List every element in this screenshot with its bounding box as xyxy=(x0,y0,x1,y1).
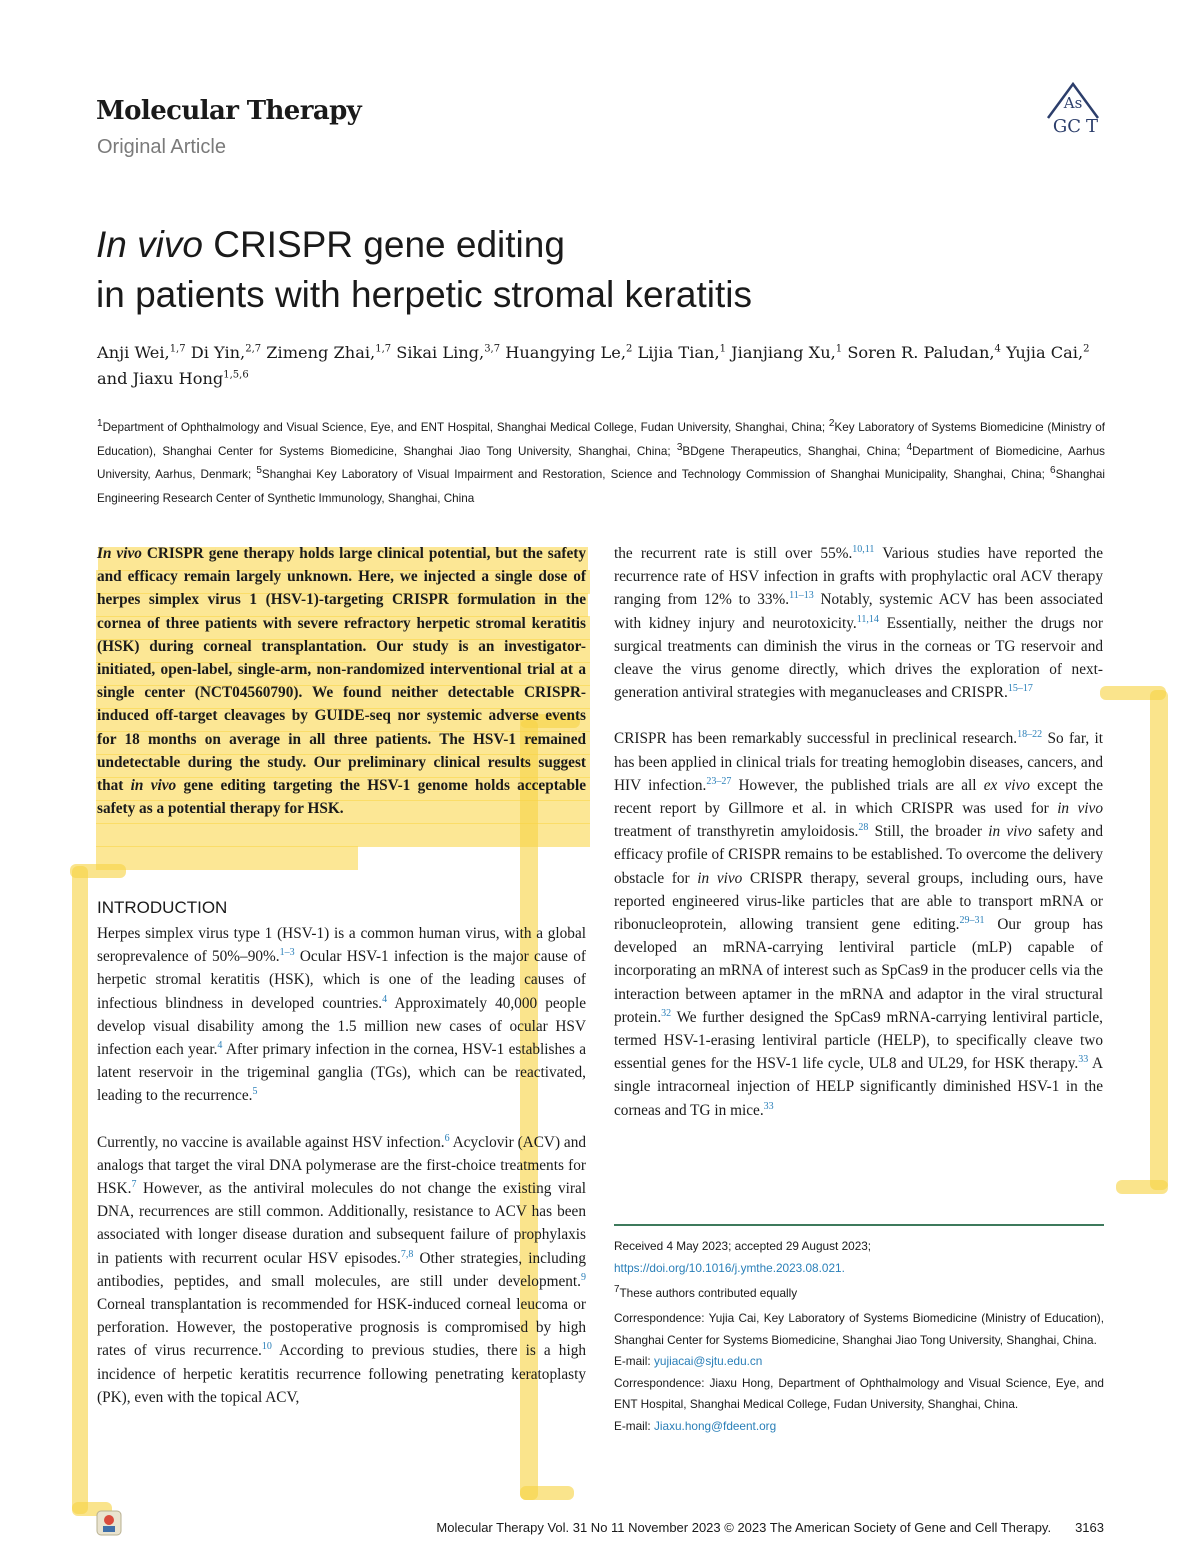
citation-link[interactable]: 1–3 xyxy=(279,947,295,959)
logo-text-top: As xyxy=(1063,94,1083,112)
affiliation-text: Department of Ophthalmology and Visual Science, Eye, and ENT Hospital, Shanghai Medical College, Fudan University, Shanghai, China; xyxy=(102,421,829,434)
abstract-italic-start: In vivo xyxy=(97,545,142,562)
citation-link[interactable]: 11,14 xyxy=(856,613,879,625)
author xyxy=(731,343,842,362)
abstract-italic-mid: in vivo xyxy=(130,777,177,795)
body-text: Corneal transplantation is recommended for HSK-induced corneal leucoma or perforation. However, the postoperative prognosis is compromised by high rates of virus recurrence. xyxy=(97,1296,586,1360)
body-text: However, as the antiviral molecules do not change the existing viral DNA, recurrences are still common. Additionally, resistance to ACV has been associated with longer disease duration and subsequent failure of prophylaxis in patients with recurrent ocular HSV episodes. xyxy=(97,1180,586,1267)
italic-term: in vivo xyxy=(1057,800,1103,818)
author-name: Soren R. Paludan, xyxy=(847,343,995,362)
author-affil-sup: 1,5,6 xyxy=(223,369,249,381)
author-name: Sikai Ling, xyxy=(396,343,485,362)
body-text: Still, the broader xyxy=(868,823,989,841)
abstract-highlight-13 xyxy=(96,823,590,847)
received-dates: Received 4 May 2023; accepted 29 August 2023; xyxy=(614,1239,872,1253)
title-line1: CRISPR gene editing xyxy=(202,224,565,265)
affiliation-sup: 5 xyxy=(256,465,262,477)
citation-link[interactable]: 15–17 xyxy=(1007,683,1033,695)
affiliation-text: BDgene Therapeutics, Shanghai, China; xyxy=(682,444,907,458)
body-text: Essentially, neither the drugs nor surgical treatments can diminish the virus in the corneas or TG reservoir and cleave the virus genome directly, which drives the exploration of next-generation antiviral strategies with meganucleases and CRISPR. xyxy=(614,614,1103,702)
correspondence-text-1: Yujia Cai, Key Laboratory of Systems Biomedicine (Ministry of Education), Shanghai Center for Systems Biomedicine, Shanghai Jiao Tong University, Shanghai, China. xyxy=(614,1311,1104,1347)
citation-link[interactable]: 28 xyxy=(858,822,869,834)
body-text: Herpes simplex virus type 1 (HSV-1) is a common human virus, with a global seroprevalence of 50%–90%. xyxy=(97,925,586,966)
correspondence-label-1: Correspondence: xyxy=(614,1311,705,1326)
body-text: CRISPR has been remarkably successful in preclinical research. xyxy=(614,730,1018,748)
title-line2: in patients with herpetic stromal keratitis xyxy=(96,274,752,315)
body-text: Approximately 40,000 people develop visual disability among the 1.5 million new cases of ocular HSV infection each year. xyxy=(97,994,586,1059)
citation-link[interactable]: 5 xyxy=(252,1086,258,1098)
author-name: Huangying Le, xyxy=(505,343,626,362)
body-text: CRISPR therapy, several groups, including ours, have reported engineered virus-like particles that are able to transport mRNA or ribonucleoprotein, allowing transient gene editing. xyxy=(614,869,1103,934)
equal-contrib-sup: 7 xyxy=(614,1284,620,1295)
body-text: Our group has developed an mRNA-carrying lentiviral particle (mLP) capable of incorporating an mRNA of interest such as SpCas9 in the producer cells via the interaction between aptamer in the mRNA and adaptor in the viral structural protein. xyxy=(614,916,1103,1026)
author-affil-sup: 1,7 xyxy=(375,343,392,355)
email-link-2[interactable]: Jiaxu.hong@fdeent.org xyxy=(654,1418,777,1433)
citation-link[interactable]: 7,8 xyxy=(400,1248,414,1260)
body-text: Notably, systemic ACV has been associated with kidney injury and neurotoxicity. xyxy=(614,591,1103,632)
author xyxy=(505,343,632,362)
affiliation-sup: 1 xyxy=(97,418,103,430)
bracket-mark-left-vertical xyxy=(72,866,88,1514)
title-italic: In vivo xyxy=(96,224,203,265)
logo-text-mid: GC xyxy=(1052,116,1082,137)
citation-link[interactable]: 10,11 xyxy=(852,543,875,555)
doi-link[interactable]: https://doi.org/10.1016/j.ymthe.2023.08.021. xyxy=(614,1260,845,1275)
affiliation-sup: 3 xyxy=(676,441,683,453)
body-text: Various studies have reported the recurrence rate of HSV infection in grafts with prophylactic oral ACV therapy ranging from 12% to 33%. xyxy=(614,545,1103,609)
email-label-2: E-mail: xyxy=(614,1418,651,1433)
author xyxy=(396,343,500,362)
left-column-body xyxy=(97,922,586,1409)
article-title xyxy=(96,220,1096,320)
citation-link[interactable]: 33 xyxy=(763,1100,774,1112)
body-text: except the recent report by Gillmore et al. in which CRISPR was used for xyxy=(614,776,1103,818)
citation-link[interactable]: 6 xyxy=(444,1132,450,1144)
body-text: the recurrent rate is still over 55%. xyxy=(614,545,853,562)
author-name: Lijia Tian, xyxy=(637,343,720,362)
author xyxy=(191,343,261,362)
author-list xyxy=(97,340,1107,392)
article-info-divider xyxy=(614,1224,1104,1226)
article-type: Original Article xyxy=(97,136,226,158)
affiliations xyxy=(97,416,1105,510)
citation-link[interactable]: 18–22 xyxy=(1017,729,1043,741)
author-affil-sup: 2 xyxy=(1083,343,1090,355)
footer-citation: Molecular Therapy Vol. 31 No 11 November 2023 © 2023 The American Society of Gene and Cell Therapy. xyxy=(436,1520,1052,1535)
crossmark-icon[interactable] xyxy=(96,1510,122,1536)
citation-link[interactable]: 9 xyxy=(581,1271,586,1283)
body-paragraph xyxy=(614,727,1103,1121)
page-number: 3163 xyxy=(1075,1520,1104,1535)
author-name: Anji Wei, xyxy=(97,343,170,362)
right-column-body xyxy=(614,542,1103,1122)
citation-link[interactable]: 7 xyxy=(131,1178,137,1190)
citation-link[interactable]: 4 xyxy=(217,1039,223,1051)
affiliation-sup: 4 xyxy=(906,441,913,453)
article-info xyxy=(614,1236,1104,1437)
abstract xyxy=(97,542,586,820)
author xyxy=(97,369,249,388)
italic-term: in vivo xyxy=(988,823,1032,841)
citation-link[interactable]: 29–31 xyxy=(959,914,985,926)
correspondence-text-2: Jiaxu Hong, Department of Ophthalmology and Visual Science, Eye, and ENT Hospital, Shanghai Medical College, Fudan University, Shanghai, China. xyxy=(614,1375,1104,1412)
author-name: and Jiaxu Hong xyxy=(97,369,224,388)
body-text: After primary infection in the cornea, HSV-1 establishes a latent reservoir in the trigeminal ganglia (TGs), which can be reactivated, leading to the recurrence. xyxy=(97,1041,586,1105)
body-text: safety and efficacy profile of CRISPR remains to be established. To overcome the delivery obstacle for xyxy=(614,823,1104,887)
citation-link[interactable]: 11–13 xyxy=(789,590,814,602)
abstract-highlight-14 xyxy=(96,846,358,870)
body-text: treatment of transthyretin amyloidosis. xyxy=(614,823,859,841)
citation-link[interactable]: 23–27 xyxy=(706,775,732,787)
author xyxy=(638,343,727,362)
body-paragraph xyxy=(97,1131,586,1409)
affiliation-text: Shanghai Key Laboratory of Visual Impairment and Restoration, Science and Technology Commission of Shanghai Municipality, Shanghai, China; xyxy=(261,468,1051,482)
author xyxy=(266,343,391,362)
logo-text-end: T xyxy=(1085,116,1099,137)
italic-term: in vivo xyxy=(697,869,743,887)
body-text: Currently, no vaccine is available against HSV infection. xyxy=(97,1133,445,1151)
author-name: Yujia Cai, xyxy=(1006,343,1084,362)
abstract-text-1: CRISPR gene therapy holds large clinical potential, but the safety and efficacy remain largely unknown. Here, we injected a single dose of herpes simplex virus 1 (HSV-1)-targeting CRISPR formulation in the cornea of three patients with severe refractory herpetic stromal keratitis (HSK) during corneal transplantation. Our study is an investigator-initiated, open-label, single-arm, non-randomized interventional trial at a single center (NCT04560790). We found neither detectable CRISPR-induced off-target cleavages by GUIDE-seq nor systemic adverse events for 18 months on average in all three patients. The HSV-1 remained undetectable during the study. Our preliminary clinical results suggest that xyxy=(97,545,587,795)
author xyxy=(1006,343,1089,362)
author-name: Di Yin, xyxy=(190,343,246,362)
bracket-mark-right-bottom xyxy=(520,1486,574,1500)
body-paragraph xyxy=(614,542,1103,704)
affiliation-text: Department of Biomedicine, Aarhus University, Aarhus, Denmark; xyxy=(97,444,1105,482)
bracket-mark-far-right-top xyxy=(1100,686,1166,700)
author-name: Zimeng Zhai, xyxy=(266,343,376,362)
author-affil-sup: 1 xyxy=(835,343,843,355)
email-link-1[interactable]: yujiacai@sjtu.edu.cn xyxy=(654,1354,763,1369)
body-text: Other strategies, including antibodies, peptides, and small molecules, are still under development. xyxy=(97,1249,586,1290)
affiliation-sup: 6 xyxy=(1050,465,1056,477)
citation-link[interactable]: 33 xyxy=(1078,1054,1089,1066)
citation-link[interactable]: 10 xyxy=(261,1341,272,1353)
author-affil-sup: 1 xyxy=(719,343,726,355)
body-text: So far, it has been applied in clinical trials for treating hemoglobin diseases, cancers, and HIV infection. xyxy=(614,730,1103,794)
asgct-logo-icon xyxy=(1042,80,1104,142)
equal-contrib-note: These authors contributed equally xyxy=(619,1285,798,1300)
body-text: A single intracorneal injection of HELP significantly diminished HSV-1 in the corneas and TG in mice. xyxy=(614,1055,1104,1119)
author-name: Jianjiang Xu, xyxy=(731,343,836,362)
affiliation-text: Key Laboratory of Systems Biomedicine (Ministry of Education), Shanghai Center for Systems Biomedicine, Shanghai Jiao Tong University, Shanghai, China; xyxy=(97,421,1105,458)
abstract-text-2: gene editing targeting the HSV-1 genome holds acceptable safety as a potential therapy for HSK. xyxy=(97,777,586,818)
author-affil-sup: 3,7 xyxy=(484,343,501,355)
author xyxy=(847,343,1001,362)
author-affil-sup: 2,7 xyxy=(245,343,262,355)
section-heading-introduction: INTRODUCTION xyxy=(97,898,228,917)
bracket-mark-far-right-bottom xyxy=(1116,1180,1168,1194)
author xyxy=(97,343,186,362)
affiliation-sup: 2 xyxy=(828,418,835,430)
citation-link[interactable]: 4 xyxy=(382,993,388,1005)
body-paragraph xyxy=(97,922,586,1108)
author-affil-sup: 1,7 xyxy=(169,343,186,355)
body-text: We further designed the SpCas9 mRNA-carrying lentiviral particle, termed HSV-1-erasing lentiviral particle (HELP), to specifically cleave two essential genes for the HSV-1 life cycle, UL8 and UL29, for HSK therapy. xyxy=(614,1008,1103,1073)
citation-link[interactable]: 32 xyxy=(661,1007,672,1019)
page-footer xyxy=(300,1520,1104,1535)
italic-term: ex vivo xyxy=(983,776,1030,794)
bracket-mark-far-right-vertical xyxy=(1150,690,1168,1190)
author-affil-sup: 2 xyxy=(625,343,633,355)
body-text: Ocular HSV-1 infection is the major cause of herpetic stromal keratitis (HSK), which is one of the leading causes of infectious blindness in developed countries. xyxy=(97,948,586,1012)
journal-name: Molecular Therapy xyxy=(96,96,362,126)
body-text: Acyclovir (ACV) and analogs that target the viral DNA polymerase are the first-choice treatments for HSK. xyxy=(97,1133,587,1198)
body-text: According to previous studies, there is a high incidence of herpetic keratitis recurrence following penetrating keratoplasty (PK), even with the topical ACV, xyxy=(97,1342,586,1406)
affiliation-text: Shanghai Engineering Research Center of Synthetic Immunology, Shanghai, China xyxy=(97,468,1105,505)
author-affil-sup: 4 xyxy=(994,343,1001,355)
correspondence-label-2: Correspondence: xyxy=(614,1375,705,1390)
body-text: However, the published trials are all xyxy=(731,776,984,794)
email-label-1: E-mail: xyxy=(614,1354,651,1369)
